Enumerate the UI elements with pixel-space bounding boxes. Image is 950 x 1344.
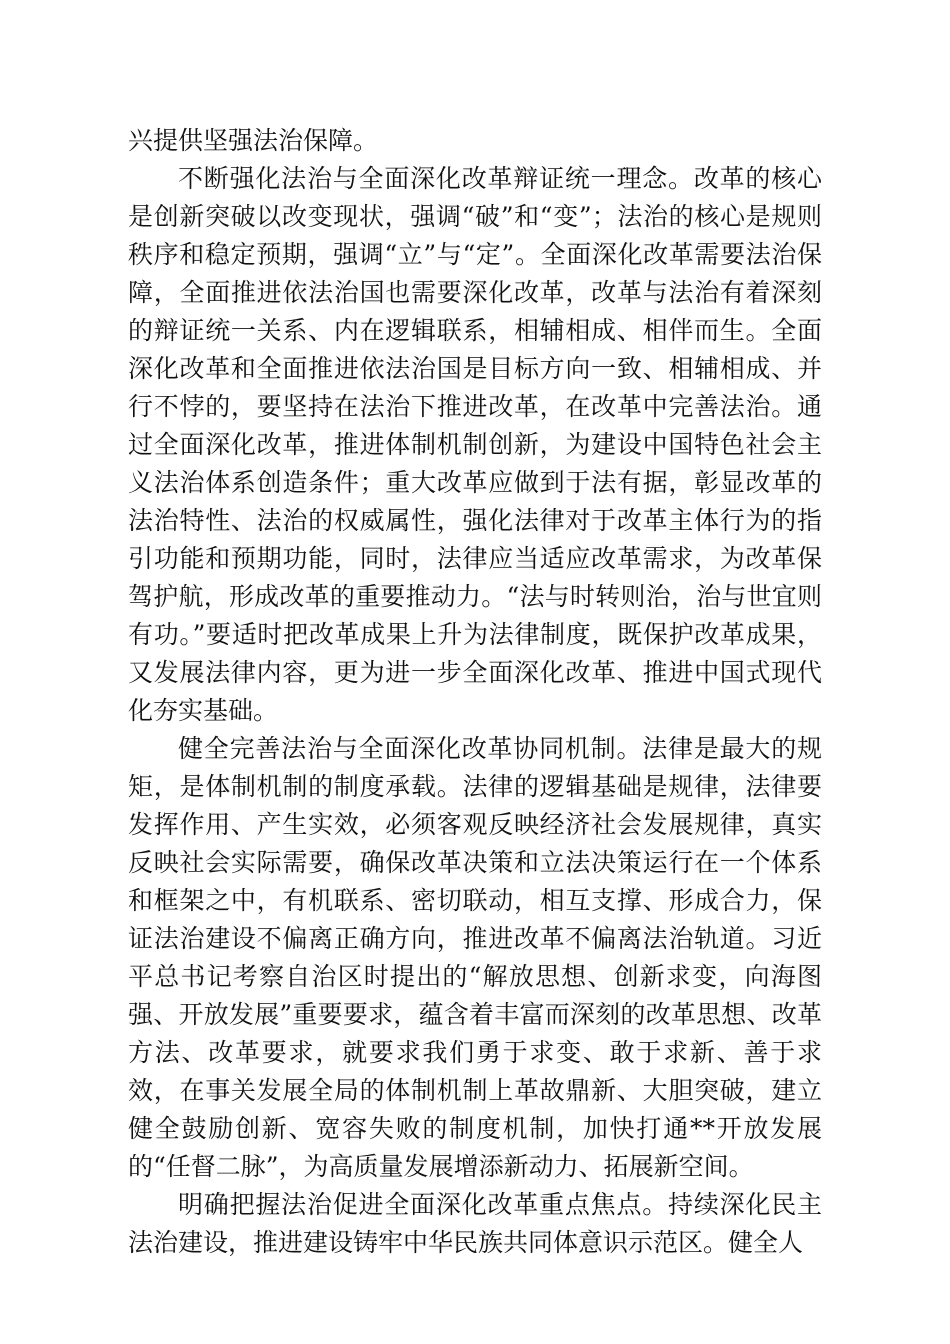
paragraph-reform-rule-of-law-unity: 不断强化法治与全面深化改革辩证统一理念。改革的核心是创新突破以改变现状，强调“破”和“变”；法治的核心是规则秩序和稳定预期，强调“立”与“定”。全面深化改革需要法治保障，全面推进依法治国也需要深化改革，改革与法治有着深刻的辩证统一关系、内在逻辑联系，相辅相成、相伴而生。全面深化改革和全面推进依法治国是目标方向一致、相辅相成、并行不悖的，要坚持在法治下推进改革，在改革中完善法治。通过全面深化改革，推进体制机制创新，为建设中国特色社会主义法治体系创造条件；重大改革应做到于法有据，彰显改革的法治特性、法治的权威属性，强化法律对于改革主体行为的指引功能和预期功能，同时，法律应当适应改革需求，为改革保驾护航，形成改革的重要推动力。“法与时转则治，治与世宜则有功。”要适时把改革成果上升为法律制度，既保护改革成果，又发展法律内容，更为进一步全面深化改革、推进中国式现代化夯实基础。: [128, 164, 822, 725]
paragraph-key-focus: 明确把握法治促进全面深化改革重点焦点。持续深化民主法治建设，推进建设铸牢中华民族共同体意识示范区。健全人: [128, 1190, 822, 1257]
paragraph-coordination-mechanism: 健全完善法治与全面深化改革协同机制。法律是最大的规矩，是体制机制的制度承载。法律的逻辑基础是规律，法律要发挥作用、产生实效，必须客观反映经济社会发展规律，真实反映社会实际需要，确保改革决策和立法决策运行在一个体系和框架之中，有机联系、密切联动，相互支撑、形成合力，保证法治建设不偏离正确方向，推进改革不偏离法治轨道。习近平总书记考察自治区时提出的“解放思想、创新求变，向海图强、开放发展”重要要求，蕴含着丰富而深刻的改革思想、改革方法、改革要求，就要求我们勇于求变、敢于求新、善于求效，在事关发展全局的体制机制上革故鼎新、大胆突破，建立健全鼓励创新、宽容失败的制度机制，加快打通**开放发展的“任督二脉”，为高质量发展增添新动力、拓展新空间。: [128, 734, 822, 1181]
paragraph-continuation: 兴提供坚强法治保障。: [128, 126, 379, 155]
document-page: [128, 122, 822, 1262]
